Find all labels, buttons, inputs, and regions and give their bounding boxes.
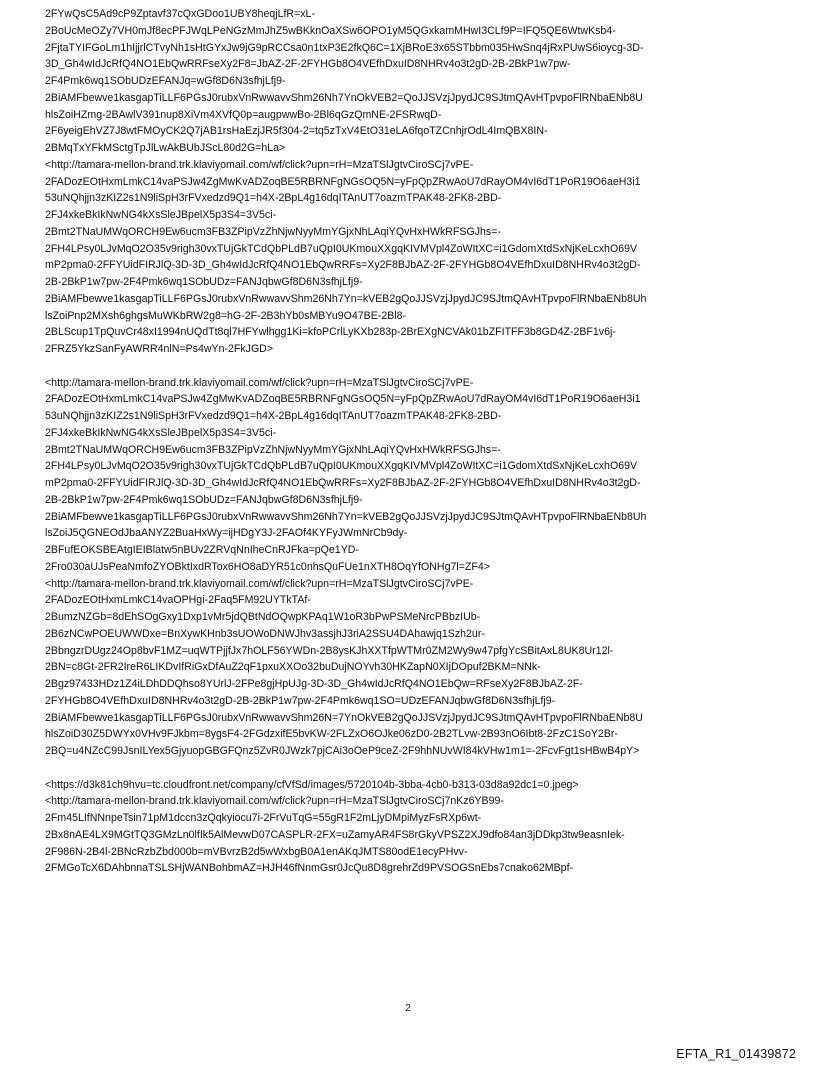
text-line: 53uNQhjjn3zKIZ2s1N9liSpH3rFVxedzd9Q1=h4X-2BpL4g16dqITAnUT7oazmTPAK48-2FK8-2BD- xyxy=(45,192,502,205)
text-line: 2FYwQsC5Ad9cP9Zptavf37cQxGDoo1UBY8heqjLfR=xL- xyxy=(45,8,315,20)
text-line: 2BoUcMeOZy7VH0mJf8ecPFJWqLPeNGzMmJhZ5wBKknOaXSw6OPO1yM5QGxkamMHwI3CLf9P=IFQ5QE6WtwKsb4- xyxy=(45,24,616,37)
blank-line xyxy=(45,358,775,375)
text-line: 2B-2BkP1w7pw-2F4Pmk6wq1SObUDz=FANJqbwGf8D6N3sfhjLfj9- xyxy=(45,276,363,288)
text-line: 2BumzNZGb=8dEhSOgGxy1Dxp1vMr5jdQBtNdOQwpKPAq1W1oR3bPwPSMeNrcPBbzIUb- xyxy=(45,611,481,623)
text-line: 2F986N-2B4l-2BNcRzbZbd000b=mVBvrzB2d5wWxbgB0A1enAKqJMTS80odE1ecyPHvv- xyxy=(45,845,468,858)
text-line: 2FADozEOtHxmLmkC14vaPSJw4ZgMwKvADZoqBE5RBRNFgNGsOQ5N=yFpQpZRwAoU7dRayOM4vI6dT1PoR19O6aeH3i1 xyxy=(45,393,641,406)
text-line: 2BiAMFbewve1kasgapTiLLF6PGsJ0rubxVnRwwavvShm26Nh7Yn=kVEB2gQoJJSVzjJpydJC9SJtmQAvHTpvpoFlRNbaENb8Uh xyxy=(45,292,647,305)
text-line: <https://d3k81ch9hvu=tc.cloudfront.net/company/cfVfSd/images/5720104b-3bba-4cb0-b313-03d8a92dc1=0.jpeg> xyxy=(45,778,579,791)
text-line: 2FJ4xkeBkIkNwNG4kXsSleJBpelX5p3S4=3V5ci- xyxy=(45,209,277,221)
text-line: mP2pma0-2FFYUidFIRJlQ-3D-3D_Gh4wIdJcRfQ4NO1EbQwRRFs=Xy2F8BJbAZ-2F-2FYHGb8O4VEfhDxuID8NHRv4o3t2gD- xyxy=(45,477,641,489)
text-line: 53uNQhjjn3zKIZ2s1N9liSpH3rFVxedzd9Q1=h4X-2BpL4g16dqITAnUT7oazmTPAK48-2FK8-2BD- xyxy=(45,410,502,422)
text-line: mP2pma0-2FFYUidFIRJlQ-3D-3D_Gh4wIdJcRfQ4NO1EbQwRRFs=Xy2F8BJbAZ-2F-2FYHGb8O4VEfhDxuID8NHRv4o3t2gD- xyxy=(45,259,641,272)
page-number: 2 xyxy=(405,1002,411,1014)
text-line: <http://tamara-mellon-brand.trk.klaviyomail.com/wf/click?upn=rH=MzaTSlJgtvCiroSCj7vPE- xyxy=(45,577,474,590)
text-line: 2BiAMFbewve1kasgapTiLLF6PGsJ0rubxVnRwwavvShm26Nh7YnOkVEB2=QoJJSVzjJpydJC9SJtmQAvHTpvpoFlRNbaENb8U xyxy=(45,91,643,104)
text-line: 2Fro030aUJsPeaNmfoZYOBktIxdRTox6HO8aDYR51c0nhsQuFUe1nXTH8OqYfONHg7l=ZF4> xyxy=(45,560,490,573)
text-line: lsZoiJ5QGNEOdJbaANYZ2BuaHxWy=ijHDgY3J-2FAOf4KYFyJWmNrCb9dy- xyxy=(45,527,408,540)
text-line: 2FRZ5YkzSanFyAWRR4nlN=Ps4wYn-2FkJGD> xyxy=(45,343,274,355)
text-line: 2FjtaTYIFGoLm1hIjjrlCTvyNh1sHtGYxJw9jG9pRCCsa0n1txP3E2fkQ6C=1XjBRoE3x65STbbm035HwSnq4jRxPUwS6ioycg-3D- xyxy=(45,41,644,54)
text-line: 2FYHGb8O4VEfhDxuID8NHRv4o3t2gD-2B-2BkP1w7pw-2F4Pmk6wq1SO=UDzEFANJqbwGf8D6N3sfhjLfj9- xyxy=(45,694,556,707)
document-body-text xyxy=(45,6,775,877)
document-id: EFTA_R1_01439872 xyxy=(676,1047,796,1061)
blank-line xyxy=(45,760,775,777)
text-line: 2FADozEOtHxmLmkC14vaOPHgi-2Faq5FM92UYTkTAf- xyxy=(45,594,311,607)
text-line: 2Fm45LIfNNnpeTsin71pM1dccn3zQqkyiocu7i-2FrVuTqG=55gR1F2mLjyDMpiMyzFsRXp6wt- xyxy=(45,812,482,824)
text-line: 2BiAMFbewve1kasgapTiLLF6PGsJ0rubxVnRwwavvShm26N=7YnOkVEB2gQoJJSVzjJpydJC9SJtmQAvHTpvpoFlRNbaENb8U xyxy=(45,711,643,724)
text-line: 2BN=c8Gt-2FR2IreR6LIKDvIfRiGxDfAuZ2qF1pxuXXOo32buDujNOYvh30HKZapN0XIjDOpuf2BKM=NNk- xyxy=(45,661,541,674)
text-line: 2Bmt2TNaUMWqORCH9Ew6ucm3FB3ZPipVzZhNjwNyyMmYGjxNhLAqiYQvHxHWkRFSGJhs=- xyxy=(45,225,501,238)
text-line: 2BbngzrDUgz24Op8bvF1MZ=uqWTPjjfJx7hOLF56YWDn-2B8ysKJhXXTfpWTMr0ZM2Wy9w47pfgYcSBitAxL8UK8Ur12l- xyxy=(45,644,614,657)
text-line: hlsZoiD30Z5DWYx0VHv9FJkbm=8ygsF4-2FGdzxifE5bvKW-2FLZxO6OJke06zD0-2B2TLvw-2B93nO6Ibt8-2FzC1SoY2Br- xyxy=(45,728,618,741)
text-line: 2B-2BkP1w7pw-2F4Pmk6wq1SObUDz=FANJqbwGf8D6N3sfhjLfj9- xyxy=(45,493,363,506)
text-line: 2Bx8nAE4LX9MGtTQ3GMzLn0lfIk5AlMevwD07CASPLR-2FX=uZamyAR4FS8rGkyVPSZ2XJ9dfo84an3jDDkp3tw9easnIek- xyxy=(45,828,625,841)
text-line: <http://tamara-mellon-brand.trk.klaviyomail.com/wf/click?upn=rH=MzaTSlJgtvCiroSCj7vPE- xyxy=(45,376,474,389)
text-line: 2F6yeigEhVZ7J8wtFMOyCK2Q7jAB1rsHaEzjJR5f304-2=tq5zTxV4EtO31eLA6fqoTZCnhjrOdL4ImQBX8IN- xyxy=(45,125,548,138)
text-line: 2Bgz97433HDz1Z4iLDhDDQhso8YUrlJ-2FPe8gjHpUJg-3D-3D_Gh4wIdJcRfQ4NO1EbQw=RFseXy2F8BJbAZ-2F- xyxy=(45,678,583,690)
text-line: lsZoiPnp2MXsh6ghgsMuWKbRW2g8=hG-2F-2B3hYb0sMBYu9O47BE-2Bl8- xyxy=(45,309,407,322)
text-line: 2BFufEOKSBEAtgIEIBlatw5nBUv2ZRVqNnIheCnRJFka=pQe1YD- xyxy=(45,544,359,556)
text-line: 2BMqTxYFkMSctgTpJlLwAkBUbJScL80d2G=hLa> xyxy=(45,142,286,154)
text-line: 3D_Gh4wIdJcRfQ4NO1EbQwRRFseXy2F8=JbAZ-2F-2FYHGb8O4VEfhDxuID8NHRv4o3t2gD-2B-2BkP1w7pw- xyxy=(45,58,571,71)
text-line: hlsZoiHZmg-2BAwlV391nup8XiVm4XVfQ0p=augpwwBo-2Bl6qGzQmNE-2FSRwqD- xyxy=(45,108,442,121)
text-line: 2FMGoTcX6DAhbnnaTSLSHjWANBohbmAZ=HJH46fNnmGsr0JcQu8D8grehrZd9PVSOGSnEbs7cnako62MBpf- xyxy=(45,862,574,875)
text-line: <http://tamara-mellon-brand.trk.klaviyomail.com/wf/click?upn=rH=MzaTSlJgtvCiroSCj7vPE- xyxy=(45,158,474,171)
text-line: 2B6zNCwPOEUWWDxe=BnXywKHnb3sUOWoDNWJhv3assjhJ3riA2SSU4DAhawjq1Szh2ur- xyxy=(45,627,485,640)
text-line: 2F4Pmk6wq1SObUDzEFANJq=wGf8D6N3sfhjLfj9- xyxy=(45,75,286,87)
text-line: 2Bmt2TNaUMWqORCH9Ew6ucm3FB3ZPipVzZhNjwNyyMmYGjxNhLAqiYQvHxHWkRFSGJhs=- xyxy=(45,443,501,456)
text-line: <http://tamara-mellon-brand.trk.klaviyomail.com/wf/click?upn=rH=MzaTSlJgtvCiroSCj7nKz6YB99- xyxy=(45,795,504,808)
text-line: 2FH4LPsy0LJvMqO2O35v9righ30vxTUjGkTCdQbPLdB7uQpI0UKmouXXgqKIVMVpl4ZoWItXC=i1GdomXtdSxNjKeLcxhO69V xyxy=(45,242,638,255)
text-line: 2FH4LPsy0LJvMqO2O35v9righ30vxTUjGkTCdQbPLdB7uQpI0UKmouXXgqKIVMVpl4ZoWItXC=i1GdomXtdSxNjKeLcxhO69V xyxy=(45,460,638,473)
text-line: 2FJ4xkeBkIkNwNG4kXsSleJBpelX5p3S4=3V5ci- xyxy=(45,426,277,439)
text-line: 2BLScup1TpQuvCr48xI1994nUQdTt8ql7HFYwlhgg1Ki=kfoPCrlLyKXb283p-2BrEXgNCVAk01bZFITFF3b8GD4Z-2BF1v6j- xyxy=(45,326,616,339)
text-line: 2FADozEOtHxmLmkC14vaPSJw4ZgMwKvADZoqBE5RBRNFgNGsOQ5N=yFpQpZRwAoU7dRayOM4vI6dT1PoR19O6aeH3i1 xyxy=(45,175,641,188)
text-line: 2BQ=u4NZcC99JsnILYex5GjyuopGBGFQnz5ZvR0JWzk7pjCAi3oOeP9ceZ-2F9hhNUvWI84kVHw1m1=-2FcvFgt1sHBwB4pY> xyxy=(45,745,640,757)
text-line: 2BiAMFbewve1kasgapTiLLF6PGsJ0rubxVnRwwavvShm26Nh7Yn=kVEB2gQoJJSVzjJpydJC9SJtmQAvHTpvpoFlRNbaENb8Uh xyxy=(45,510,647,523)
